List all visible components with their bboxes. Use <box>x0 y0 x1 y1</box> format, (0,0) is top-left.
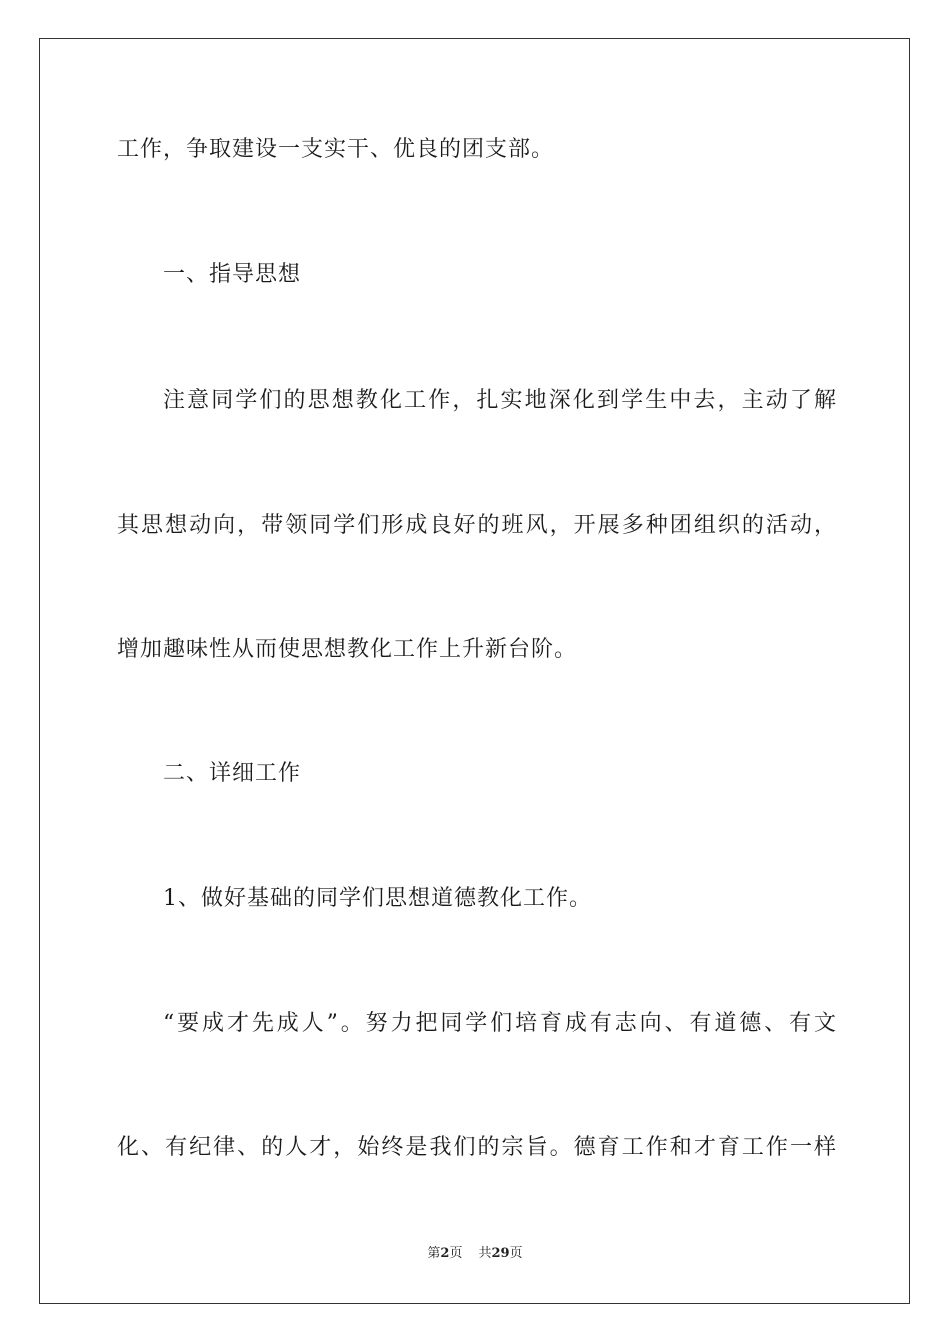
total-unit: 页 <box>509 1246 523 1261</box>
paragraph-line-1: 工作，争取建设一支实干、优良的团支部。 <box>117 137 555 162</box>
total-prefix: 共 <box>478 1246 492 1261</box>
page-unit: 页 <box>449 1246 463 1261</box>
page-total: 29 <box>491 1246 510 1261</box>
list-item-1: 1、做好基础的同学们思想道德教化工作。 <box>163 886 592 911</box>
paragraph-line-3: 其思想动向，带领同学们形成良好的班风，开展多种团组织的活动， <box>117 513 837 538</box>
paragraph-line-6: 化、有纪律、的人才，始终是我们的宗旨。德育工作和才育工作一样 <box>117 1135 837 1160</box>
paragraph-line-2: 注意同学们的思想教化工作，扎实地深化到学生中去，主动了解 <box>163 388 837 413</box>
page-border <box>39 38 910 1304</box>
page-prefix: 第 <box>427 1246 441 1261</box>
paragraph-line-4: 增加趣味性从而使思想教化工作上升新台阶。 <box>117 637 578 662</box>
page-footer <box>0 1245 950 1263</box>
section-heading-1: 一、指导思想 <box>163 262 302 287</box>
paragraph-line-5: “要成才先成人”。努力把同学们培育成有志向、有道德、有文 <box>163 1011 837 1036</box>
page-current: 2 <box>440 1246 450 1261</box>
section-heading-2: 二、详细工作 <box>163 761 302 786</box>
